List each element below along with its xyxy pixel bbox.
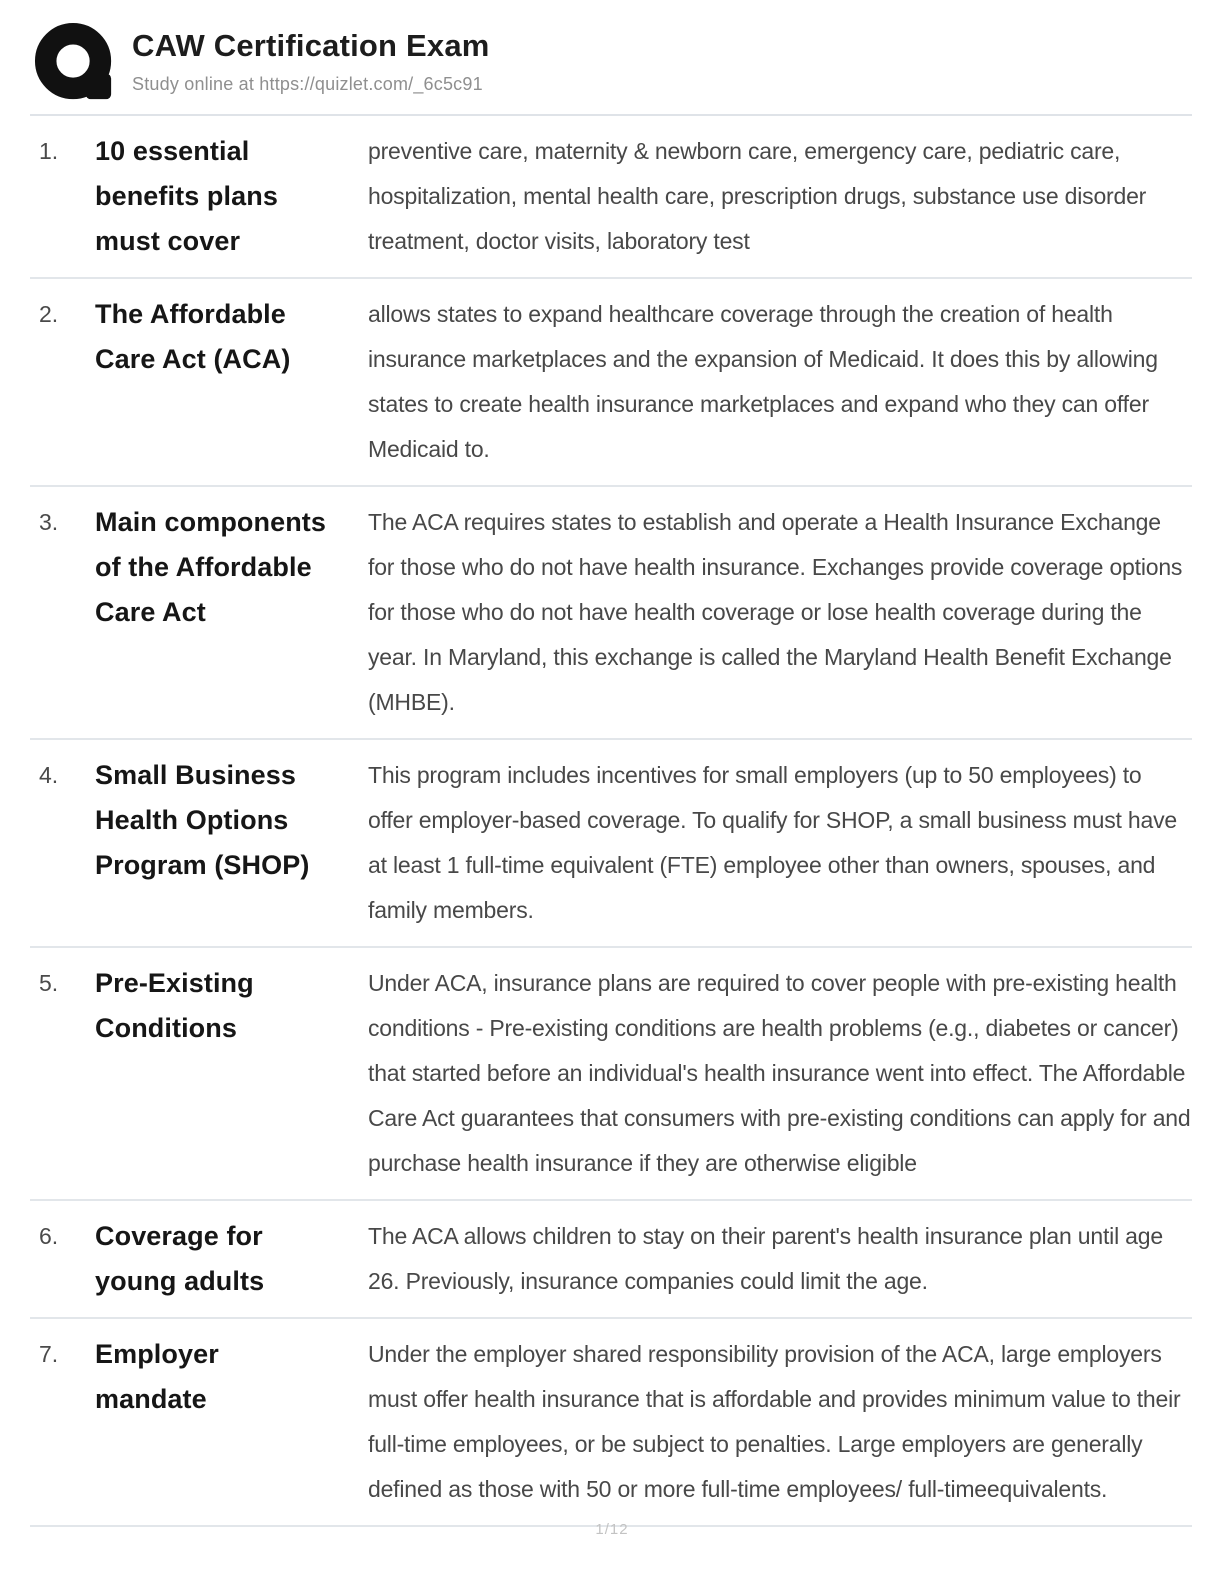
quizlet-q-logo-icon [34,22,116,104]
term-cell: The Affordable Care Act (ACA) [95,299,291,374]
page-indicator: 1/12 [595,1521,629,1538]
content-area [30,0,1192,1527]
card-number: 6. [39,1223,59,1249]
definition-cell: Under ACA, insurance plans are required to cover people with pre-existing health conditions - Pre-existing conditions are health problems (e.g., diabetes or cancer) that started before an individual's health insurance went into effect. The Affordable Care Act guarantees that consumers with pre-existing conditions can apply for and purchase health insurance if they are otherwise eligible [368,970,1191,1176]
page-title: CAW Certification Exam [132,28,490,63]
term-cell: 10 essential benefits plans must cover [95,136,278,256]
flashcard-row [30,1201,1192,1319]
flashcard-row [30,740,1192,948]
flashcard-row [30,1319,1192,1527]
card-number: 7. [39,1341,59,1367]
term-cell: Main components of the Affordable Care Act [95,507,327,627]
definition-cell: preventive care, maternity & newborn care, emergency care, pediatric care, hospitalization, mental health care, prescription drugs, substance use disorder treatment, doctor visits, laboratory test [368,138,1147,254]
flashcard-row [30,279,1192,487]
card-number: 1. [39,138,59,164]
definition-cell: The ACA allows children to stay on their parent's health insurance plan until age 26. Previously, insurance companies could limit the age. [368,1223,1163,1294]
term-cell: Small Business Health Options Program (SHOP) [95,760,310,880]
definition-cell: The ACA requires states to establish and operate a Health Insurance Exchange for those who do not have health insurance. Exchanges provide coverage options for those who do not have health coverage or lose health coverage during the year. In Maryland, this exchange is called the Maryland Health Benefit Exchange (MHBE). [368,509,1183,715]
card-number: 5. [39,970,59,996]
header-text [132,22,490,95]
page-subtitle: Study online at https://quizlet.com/_6c5c91 [132,74,483,94]
flashcard-row [30,948,1192,1201]
card-number: 2. [39,301,59,327]
card-number: 3. [39,509,59,535]
term-cell: Employer mandate [95,1339,219,1414]
card-number: 4. [39,762,59,788]
definition-cell: This program includes incentives for small employers (up to 50 employees) to offer employer-based coverage. To qualify for SHOP, a small business must have at least 1 full-time equivalent (FTE) employee other than owners, spouses, and family members. [368,762,1177,923]
definition-cell: Under the employer shared responsibility provision of the ACA, large employers must offer health insurance that is affordable and provides minimum value to their full-time employees, or be subject to penalties. Large employers are generally defined as those with 50 or more full-time employees/ full-timeequivalents. [368,1341,1181,1502]
term-cell: Coverage for young adults [95,1221,265,1296]
term-cell: Pre-Existing Conditions [95,968,254,1043]
page-header [30,0,1192,116]
flashcard-row [30,487,1192,740]
flashcard-row [30,116,1192,279]
definition-cell: allows states to expand healthcare coverage through the creation of health insurance marketplaces and the expansion of Medicaid. It does this by allowing states to create health insurance marketplaces and expand who they can offer Medicaid to. [368,301,1158,462]
